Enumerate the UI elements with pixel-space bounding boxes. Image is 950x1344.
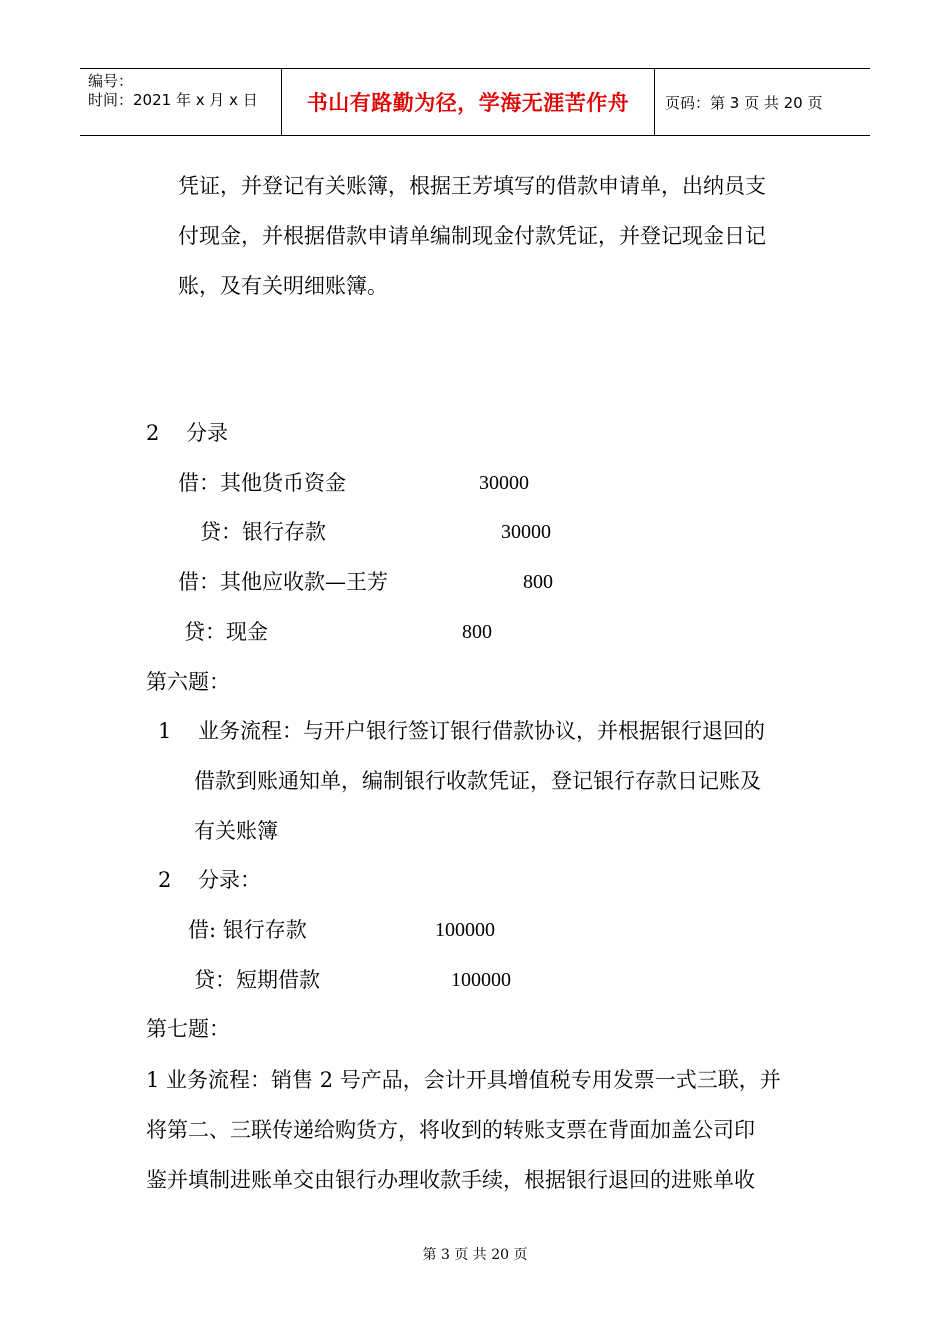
paragraph-line: 将第二、三联传递给购货方，将收到的转账支票在背面加盖公司印	[146, 1118, 755, 1142]
entry-amount: 30000	[501, 521, 551, 543]
entry-label: 贷：银行存款	[200, 520, 326, 544]
paragraph-line: 借款到账通知单，编制银行收款凭证，登记银行存款日记账及	[194, 769, 761, 793]
paragraph-line: 1 业务流程：销售 2 号产品，会计开具增值税专用发票一式三联，并	[146, 1068, 781, 1092]
paragraph-line: 付现金，并根据借款申请单编制现金付款凭证，并登记现金日记	[178, 224, 766, 248]
header-right-cell	[655, 69, 870, 135]
header-left-cell	[80, 69, 282, 135]
section-title: 2 分录	[146, 421, 229, 445]
paragraph-line: 鉴并填制进账单交由银行办理收款手续，根据银行退回的进账单收	[146, 1168, 755, 1192]
header-center-cell	[282, 69, 655, 135]
entry-label: 借: 银行存款	[188, 918, 307, 942]
question-title: 第六题：	[146, 670, 230, 694]
section-title: 2 分录：	[158, 868, 262, 892]
entry-label: 贷：现金	[184, 620, 268, 644]
page-info: 页码：第 3 页 共 20 页	[665, 93, 823, 112]
entry-label: 贷：短期借款	[194, 968, 320, 992]
entry-amount: 100000	[435, 919, 495, 941]
time-label: 时间：2021 年 x 月 x 日	[88, 91, 258, 109]
paragraph-line: 凭证，并登记有关账簿，根据王芳填写的借款申请单，出纳员支	[178, 174, 766, 198]
motto: 书山有路勤为径，学海无涯苦作舟	[306, 91, 630, 115]
footer-page-number: 第 3 页 共 20 页	[422, 1247, 528, 1263]
entry-amount: 800	[462, 621, 492, 643]
entry-amount: 100000	[451, 969, 511, 991]
code-label: 编号：	[88, 72, 134, 90]
question-title: 第七题：	[146, 1017, 230, 1041]
entry-amount: 30000	[479, 472, 529, 494]
entry-amount: 800	[523, 571, 553, 593]
paragraph-line: 有关账簿	[194, 819, 278, 843]
paragraph-line: 1 业务流程：与开户银行签订银行借款协议，并根据银行退回的	[158, 719, 766, 743]
entry-label: 借：其他应收款—王芳	[178, 570, 388, 594]
entry-label: 借：其他货币资金	[178, 471, 346, 495]
page-footer	[0, 1244, 950, 1264]
paragraph-line: 账，及有关明细账簿。	[178, 274, 388, 298]
header-table	[80, 68, 870, 136]
